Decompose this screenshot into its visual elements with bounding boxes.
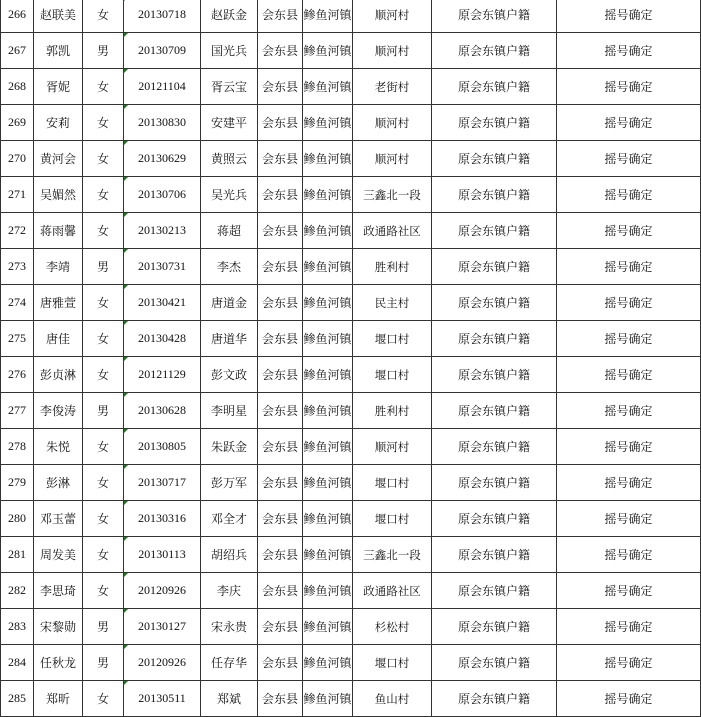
cell-gender[interactable]: 女 [83,357,124,393]
cell-birth-date[interactable]: 20130706 [124,177,201,213]
cell-county[interactable]: 会东县 [258,537,303,573]
cell-town[interactable]: 鲹鱼河镇 [303,357,353,393]
cell-result[interactable]: 摇号确定 [557,537,701,573]
cell-birth-date[interactable]: 20121104 [124,69,201,105]
cell-guardian-name[interactable]: 宋永贵 [201,609,258,645]
cell-guardian-name[interactable]: 邓全才 [201,501,258,537]
cell-household-registration[interactable]: 原会东镇户籍 [432,537,557,573]
cell-guardian-name[interactable]: 胡绍兵 [201,537,258,573]
cell-county[interactable]: 会东县 [258,357,303,393]
cell-county[interactable]: 会东县 [258,573,303,609]
cell-guardian-name[interactable]: 黄照云 [201,141,258,177]
cell-town[interactable]: 鲹鱼河镇 [303,393,353,429]
cell-row-number[interactable]: 284 [1,645,34,681]
cell-gender[interactable]: 女 [83,321,124,357]
cell-row-number[interactable]: 273 [1,249,34,285]
cell-town[interactable]: 鲹鱼河镇 [303,105,353,141]
cell-household-registration[interactable]: 原会东镇户籍 [432,501,557,537]
cell-student-name[interactable]: 李俊涛 [34,393,83,429]
cell-gender[interactable]: 女 [83,681,124,717]
cell-county[interactable]: 会东县 [258,429,303,465]
cell-gender[interactable]: 女 [83,429,124,465]
table-row [1,501,701,537]
cell-birth-date[interactable]: 20130805 [124,429,201,465]
cell-village[interactable]: 顺河村 [353,33,432,69]
cell-town[interactable]: 鲹鱼河镇 [303,501,353,537]
cell-household-registration[interactable]: 原会东镇户籍 [432,177,557,213]
cell-student-name[interactable]: 郑昕 [34,681,83,717]
table-row [1,465,701,501]
cell-result[interactable]: 摇号确定 [557,285,701,321]
cell-household-registration[interactable]: 原会东镇户籍 [432,573,557,609]
cell-result[interactable]: 摇号确定 [557,33,701,69]
cell-household-registration[interactable]: 原会东镇户籍 [432,429,557,465]
cell-gender[interactable]: 女 [83,465,124,501]
cell-student-name[interactable]: 唐雅萱 [34,285,83,321]
cell-gender[interactable]: 女 [83,177,124,213]
cell-row-number[interactable]: 280 [1,501,34,537]
cell-student-name[interactable]: 安莉 [34,105,83,141]
cell-result[interactable]: 摇号确定 [557,429,701,465]
table-row [1,645,701,681]
cell-birth-date[interactable]: 20130731 [124,249,201,285]
cell-student-name[interactable]: 胥妮 [34,69,83,105]
table-row [1,393,701,429]
cell-result[interactable]: 摇号确定 [557,501,701,537]
cell-birth-date[interactable]: 20130718 [124,0,201,33]
cell-county[interactable]: 会东县 [258,33,303,69]
cell-student-name[interactable]: 唐佳 [34,321,83,357]
cell-guardian-name[interactable]: 李明星 [201,393,258,429]
cell-birth-date[interactable]: 20120926 [124,573,201,609]
cell-student-name[interactable]: 赵联美 [34,0,83,33]
cell-student-name[interactable]: 任秋龙 [34,645,83,681]
cell-result[interactable]: 摇号确定 [557,681,701,717]
cell-guardian-name[interactable]: 唐道金 [201,285,258,321]
cell-row-number[interactable]: 276 [1,357,34,393]
table-row [1,177,701,213]
cell-household-registration[interactable]: 原会东镇户籍 [432,0,557,33]
cell-row-number[interactable]: 274 [1,285,34,321]
cell-village[interactable]: 顺河村 [353,141,432,177]
cell-row-number[interactable]: 268 [1,69,34,105]
cell-household-registration[interactable]: 原会东镇户籍 [432,141,557,177]
cell-town[interactable]: 鲹鱼河镇 [303,537,353,573]
cell-guardian-name[interactable]: 国光兵 [201,33,258,69]
cell-household-registration[interactable]: 原会东镇户籍 [432,213,557,249]
cell-gender[interactable]: 男 [83,645,124,681]
cell-birth-date[interactable]: 20130629 [124,141,201,177]
cell-village[interactable]: 堰口村 [353,645,432,681]
table-row [1,285,701,321]
cell-town[interactable]: 鲹鱼河镇 [303,213,353,249]
cell-row-number[interactable]: 270 [1,141,34,177]
cell-guardian-name[interactable]: 吴光兵 [201,177,258,213]
table-row [1,429,701,465]
cell-household-registration[interactable]: 原会东镇户籍 [432,249,557,285]
cell-guardian-name[interactable]: 彭文政 [201,357,258,393]
cell-town[interactable]: 鲹鱼河镇 [303,465,353,501]
cell-result[interactable]: 摇号确定 [557,465,701,501]
cell-town[interactable]: 鲹鱼河镇 [303,249,353,285]
cell-result[interactable]: 摇号确定 [557,69,701,105]
cell-birth-date[interactable]: 20130709 [124,33,201,69]
cell-town[interactable]: 鲹鱼河镇 [303,321,353,357]
table-row [1,609,701,645]
cell-guardian-name[interactable]: 彭万军 [201,465,258,501]
cell-result[interactable]: 摇号确定 [557,645,701,681]
cell-county[interactable]: 会东县 [258,393,303,429]
cell-guardian-name[interactable]: 唐道华 [201,321,258,357]
cell-village[interactable]: 民主村 [353,285,432,321]
cell-village[interactable]: 三鑫北一段 [353,537,432,573]
cell-result[interactable]: 摇号确定 [557,105,701,141]
cell-result[interactable]: 摇号确定 [557,0,701,33]
table-row [1,69,701,105]
cell-student-name[interactable]: 彭贞淋 [34,357,83,393]
cell-county[interactable]: 会东县 [258,465,303,501]
cell-guardian-name[interactable]: 任存华 [201,645,258,681]
cell-county[interactable]: 会东县 [258,249,303,285]
cell-row-number[interactable]: 281 [1,537,34,573]
cell-result[interactable]: 摇号确定 [557,177,701,213]
cell-student-name[interactable]: 彭淋 [34,465,83,501]
cell-result[interactable]: 摇号确定 [557,573,701,609]
cell-row-number[interactable]: 285 [1,681,34,717]
cell-town[interactable]: 鲹鱼河镇 [303,429,353,465]
cell-row-number[interactable]: 278 [1,429,34,465]
table-row [1,573,701,609]
cell-row-number[interactable]: 275 [1,321,34,357]
table-row [1,213,701,249]
cell-village[interactable]: 胜利村 [353,393,432,429]
cell-guardian-name[interactable]: 郑斌 [201,681,258,717]
cell-student-name[interactable]: 朱悦 [34,429,83,465]
cell-county[interactable]: 会东县 [258,681,303,717]
cell-household-registration[interactable]: 原会东镇户籍 [432,357,557,393]
cell-result[interactable]: 摇号确定 [557,249,701,285]
cell-guardian-name[interactable]: 安建平 [201,105,258,141]
table-row [1,141,701,177]
cell-birth-date[interactable]: 20130113 [124,537,201,573]
cell-county[interactable]: 会东县 [258,645,303,681]
cell-guardian-name[interactable]: 李庆 [201,573,258,609]
cell-result[interactable]: 摇号确定 [557,321,701,357]
cell-row-number[interactable]: 269 [1,105,34,141]
cell-town[interactable]: 鲹鱼河镇 [303,681,353,717]
cell-town[interactable]: 鲹鱼河镇 [303,33,353,69]
cell-household-registration[interactable]: 原会东镇户籍 [432,69,557,105]
cell-student-name[interactable]: 郭凯 [34,33,83,69]
cell-gender[interactable]: 女 [83,285,124,321]
table-row [1,321,701,357]
cell-birth-date[interactable]: 20130717 [124,465,201,501]
cell-birth-date[interactable]: 20130316 [124,501,201,537]
cell-row-number[interactable]: 272 [1,213,34,249]
cell-birth-date[interactable]: 20130428 [124,321,201,357]
cell-birth-date[interactable]: 20130127 [124,609,201,645]
table-row [1,0,701,33]
cell-village[interactable]: 三鑫北一段 [353,177,432,213]
cell-village[interactable]: 堰口村 [353,465,432,501]
cell-household-registration[interactable]: 原会东镇户籍 [432,393,557,429]
cell-town[interactable]: 鲹鱼河镇 [303,573,353,609]
cell-household-registration[interactable]: 原会东镇户籍 [432,285,557,321]
cell-guardian-name[interactable]: 赵跃金 [201,0,258,33]
cell-town[interactable]: 鲹鱼河镇 [303,645,353,681]
cell-student-name[interactable]: 李靖 [34,249,83,285]
cell-county[interactable]: 会东县 [258,177,303,213]
cell-guardian-name[interactable]: 胥云宝 [201,69,258,105]
cell-county[interactable]: 会东县 [258,69,303,105]
cell-household-registration[interactable]: 原会东镇户籍 [432,645,557,681]
cell-row-number[interactable]: 282 [1,573,34,609]
cell-county[interactable]: 会东县 [258,285,303,321]
cell-household-registration[interactable]: 原会东镇户籍 [432,105,557,141]
cell-county[interactable]: 会东县 [258,213,303,249]
cell-household-registration[interactable]: 原会东镇户籍 [432,681,557,717]
cell-gender[interactable]: 女 [83,501,124,537]
table-row [1,681,701,717]
cell-town[interactable]: 鲹鱼河镇 [303,69,353,105]
cell-village[interactable]: 堰口村 [353,501,432,537]
cell-village[interactable]: 杉松村 [353,609,432,645]
cell-village[interactable]: 胜利村 [353,249,432,285]
table-body [1,0,701,717]
cell-student-name[interactable]: 李思琦 [34,573,83,609]
cell-row-number[interactable]: 266 [1,0,34,33]
cell-row-number[interactable]: 283 [1,609,34,645]
cell-village[interactable]: 老街村 [353,69,432,105]
cell-gender[interactable]: 男 [83,249,124,285]
cell-student-name[interactable]: 邓玉蕾 [34,501,83,537]
cell-result[interactable]: 摇号确定 [557,393,701,429]
cell-county[interactable]: 会东县 [258,0,303,33]
cell-county[interactable]: 会东县 [258,105,303,141]
cell-gender[interactable]: 女 [83,213,124,249]
cell-student-name[interactable]: 吴媚然 [34,177,83,213]
cell-village[interactable]: 鱼山村 [353,681,432,717]
cell-town[interactable]: 鲹鱼河镇 [303,177,353,213]
cell-village[interactable]: 堰口村 [353,321,432,357]
cell-birth-date[interactable]: 20121129 [124,357,201,393]
cell-birth-date[interactable]: 20130511 [124,681,201,717]
cell-town[interactable]: 鲹鱼河镇 [303,285,353,321]
cell-gender[interactable]: 女 [83,141,124,177]
cell-student-name[interactable]: 蒋雨馨 [34,213,83,249]
table-row [1,105,701,141]
cell-county[interactable]: 会东县 [258,609,303,645]
cell-gender[interactable]: 女 [83,573,124,609]
cell-gender[interactable]: 男 [83,393,124,429]
cell-guardian-name[interactable]: 朱跃金 [201,429,258,465]
cell-gender[interactable]: 男 [83,609,124,645]
cell-household-registration[interactable]: 原会东镇户籍 [432,465,557,501]
cell-result[interactable]: 摇号确定 [557,141,701,177]
cell-student-name[interactable]: 宋黎勋 [34,609,83,645]
cell-village[interactable]: 堰口村 [353,357,432,393]
cell-row-number[interactable]: 271 [1,177,34,213]
cell-result[interactable]: 摇号确定 [557,609,701,645]
cell-village[interactable]: 政通路社区 [353,213,432,249]
cell-student-name[interactable]: 黄河会 [34,141,83,177]
cell-guardian-name[interactable]: 李杰 [201,249,258,285]
cell-row-number[interactable]: 277 [1,393,34,429]
cell-birth-date[interactable]: 20120926 [124,645,201,681]
cell-guardian-name[interactable]: 蒋超 [201,213,258,249]
table-row [1,33,701,69]
cell-household-registration[interactable]: 原会东镇户籍 [432,609,557,645]
cell-gender[interactable]: 女 [83,69,124,105]
cell-result[interactable]: 摇号确定 [557,357,701,393]
cell-village[interactable]: 顺河村 [353,105,432,141]
cell-gender[interactable]: 女 [83,537,124,573]
cell-household-registration[interactable]: 原会东镇户籍 [432,33,557,69]
cell-row-number[interactable]: 279 [1,465,34,501]
cell-gender[interactable]: 女 [83,105,124,141]
cell-row-number[interactable]: 267 [1,33,34,69]
cell-town[interactable]: 鲹鱼河镇 [303,0,353,33]
table-row [1,249,701,285]
cell-birth-date[interactable]: 20130628 [124,393,201,429]
cell-county[interactable]: 会东县 [258,501,303,537]
cell-town[interactable]: 鲹鱼河镇 [303,141,353,177]
cell-town[interactable]: 鲹鱼河镇 [303,609,353,645]
cell-household-registration[interactable]: 原会东镇户籍 [432,321,557,357]
table-row [1,537,701,573]
cell-birth-date[interactable]: 20130421 [124,285,201,321]
cell-county[interactable]: 会东县 [258,321,303,357]
cell-birth-date[interactable]: 20130830 [124,105,201,141]
cell-village[interactable]: 顺河村 [353,0,432,33]
cell-village[interactable]: 顺河村 [353,429,432,465]
table-row [1,357,701,393]
cell-gender[interactable]: 男 [83,33,124,69]
cell-result[interactable]: 摇号确定 [557,213,701,249]
cell-birth-date[interactable]: 20130213 [124,213,201,249]
cell-village[interactable]: 政通路社区 [353,573,432,609]
cell-student-name[interactable]: 周发美 [34,537,83,573]
cell-gender[interactable]: 女 [83,0,124,33]
cell-county[interactable]: 会东县 [258,141,303,177]
